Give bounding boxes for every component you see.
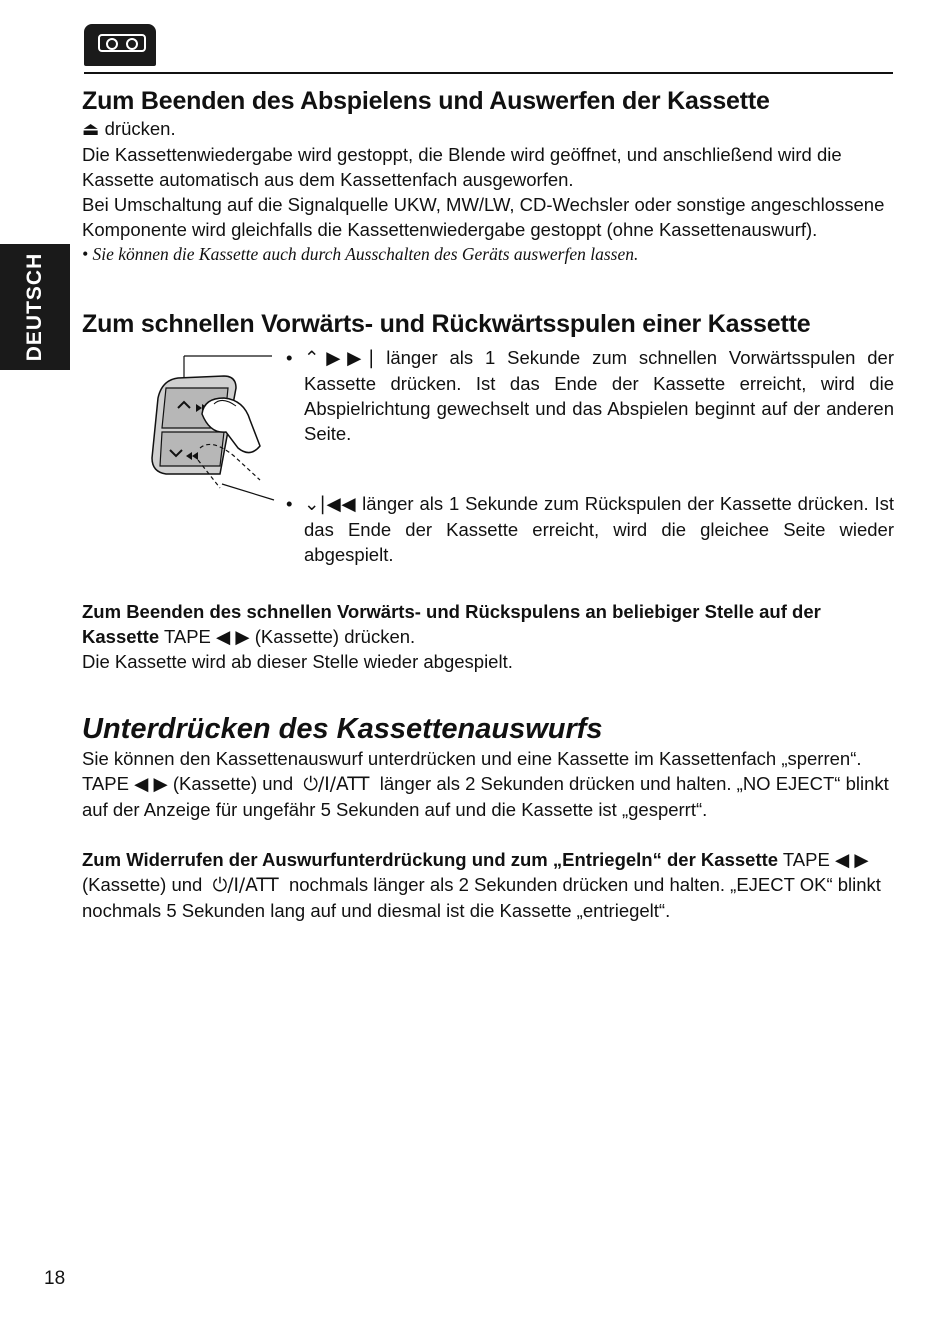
page-number: 18 xyxy=(44,1268,66,1289)
cassette-icon xyxy=(84,24,156,66)
wind-stop-paragraph: Die Kassette wird ab dieser Stelle wieder abgespielt. xyxy=(82,651,513,672)
wind-stop-heading: Zum Beenden des schnellen Vorwärts- und Rückspulens an beliebiger Stelle auf der Kassette xyxy=(82,601,821,647)
eject-note: • Sie können die Kassette auch durch Ausschalten des Geräts auswerfen lassen. xyxy=(82,244,639,264)
power-att-icon: ⏻/I/ATT xyxy=(303,774,370,795)
eject-unlock-heading: Zum Widerrufen der Auswurfunterdrückung und zum „Entriegeln“ der Kassette xyxy=(82,849,779,870)
wind-stop-instruction: Zum Beenden des schnellen Vorwärts- und Rückspulens an beliebiger Stelle auf der Kassette TAPE ◀ ▶ (Kassette) drücken. xyxy=(82,601,821,647)
eject-instruction: ⏏ drücken. xyxy=(82,118,176,140)
section-eject-title: Zum Beenden des Abspielens und Auswerfen der Kassette xyxy=(82,87,770,115)
section-wind xyxy=(82,309,894,339)
eject-icon: ⏏ xyxy=(82,119,100,140)
section-wind-title: Zum schnellen Vorwärts- und Rückwärtsspulen einer Kassette xyxy=(82,310,811,338)
section-wind-stop xyxy=(82,599,894,674)
button-press-illustration xyxy=(140,348,280,504)
header-rule xyxy=(84,72,893,74)
section-eject-lock xyxy=(82,712,894,923)
bullet-rewind-text: länger als 1 Sekunde zum Rückspulen der Kassette drücken. Ist das Ende der Kassette erreicht, wird die gleichee Seite wieder abgespielt. xyxy=(304,493,895,565)
eject-unlock-instruction: Zum Widerrufen der Auswurfunterdrückung und zum „Entriegeln“ der Kassette TAPE ◀ ▶ (Kassette) und ⏻/I/ATT nochmals länger als 2 Sekunden drücken und halten. „EJECT OK“ blinkt nochmals 5 Sekunden lang auf und diesmal ist die Kassette „entriegelt“. xyxy=(82,849,881,921)
eject-paragraph-1: Die Kassettenwiedergabe wird gestoppt, die Blende wird geöffnet, und anschließend wird die Kassette automatisch aus dem Kassettenfach ausgeworfen. xyxy=(82,144,842,190)
bullet-forward: • ⌃▶▶| länger als 1 Sekunde zum schnellen Vorwärtsspulen der Kassette drücken. Ist das Ende der Kassette erreicht, wird die Abspielrichtung gewechselt und das Abspielen beginnt auf der anderen Seite. xyxy=(286,347,894,444)
forward-icon: ⌃▶▶| xyxy=(304,348,375,369)
power-att-icon: ⏻/I/ATT xyxy=(212,875,279,896)
section-eject-lock-title: Unterdrücken des Kassettenauswurfs xyxy=(82,713,603,745)
bullet-forward-text: länger als 1 Sekunde zum schnellen Vorwärtsspulen der Kassette drücken. Ist das Ende der Kassette erreicht, wird die Abspielrichtung gewechselt und das Abspielen beginnt auf der anderen Seite. xyxy=(304,347,894,444)
eject-lock-paragraph-2: TAPE ◀ ▶ (Kassette) und ⏻/I/ATT länger als 2 Sekunden drücken und halten. „NO EJECT“ blinkt auf der Anzeige für ungefähr 5 Sekunden auf und die Kassette ist „gesperrt“. xyxy=(82,773,889,820)
language-tab-label: DEUTSCH xyxy=(23,252,46,362)
eject-lock-paragraph-1: Sie können den Kassettenauswurf unterdrücken und eine Kassette im Kassettenfach „sperren“. xyxy=(82,748,862,769)
rewind-icon: ⌄|◀◀ xyxy=(304,494,357,515)
eject-paragraph-2: Bei Umschaltung auf die Signalquelle UKW, MW/LW, CD-Wechsler oder sonstige angeschlossene Komponente wird gleichfalls die Kassettenwiedergabe gestoppt (ohne Kassettenauswurf). xyxy=(82,194,885,240)
language-tab xyxy=(0,244,70,370)
bullet-rewind: • ⌄|◀◀ länger als 1 Sekunde zum Rückspulen der Kassette drücken. Ist das Ende der Kassette erreicht, wird die gleichee Seite wieder abgespielt. xyxy=(286,493,895,565)
section-eject xyxy=(82,86,894,267)
